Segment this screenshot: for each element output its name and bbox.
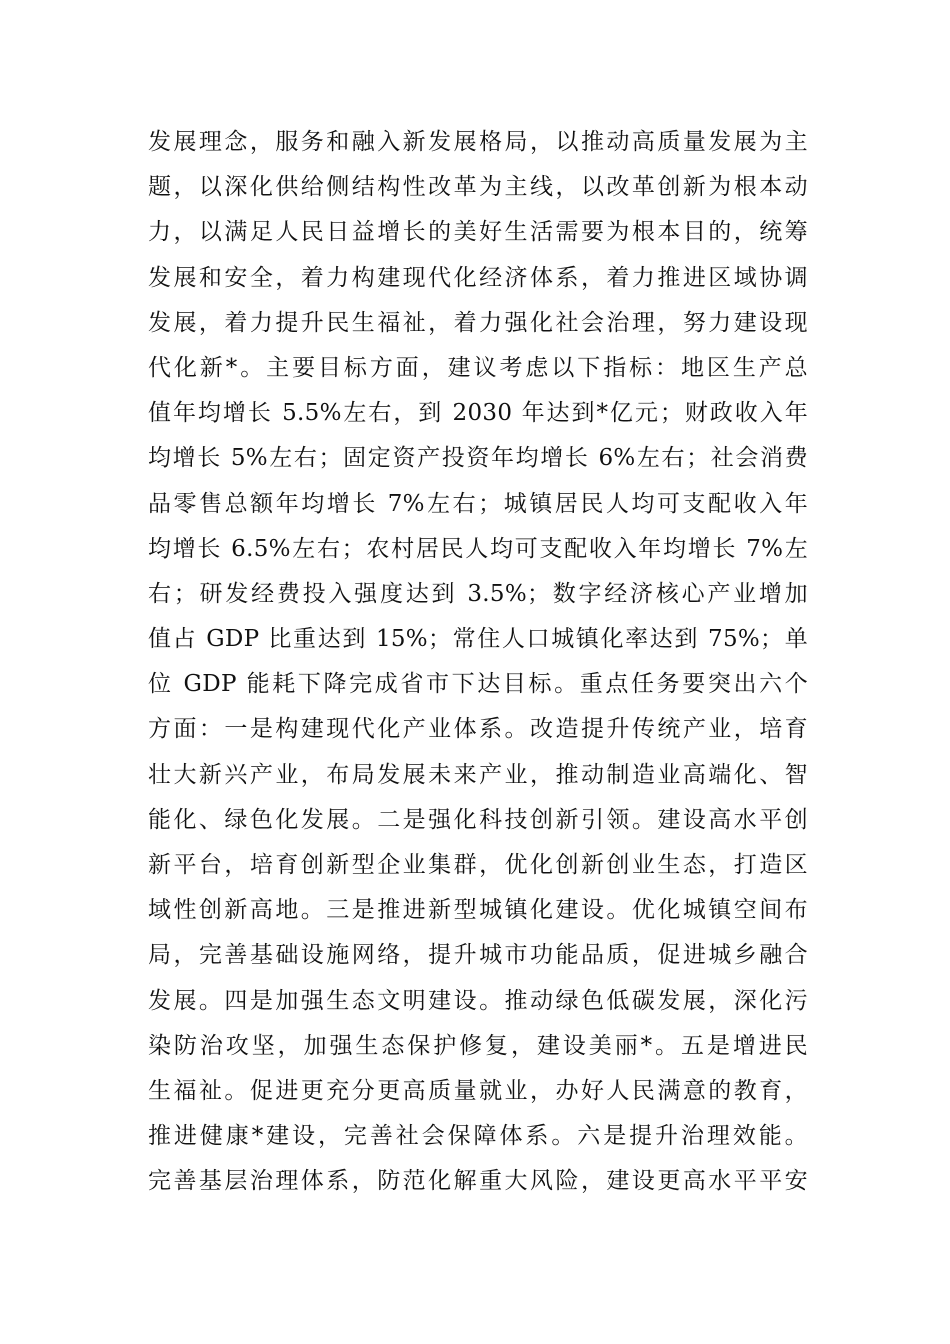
text-line: 代化新*。主要目标方面，建议考虑以下指标：地区生产总: [148, 354, 808, 381]
text-line: 位 GDP 能耗下降完成省市下达目标。重点任务要突出六个: [148, 671, 808, 698]
text-line: 发展，着力提升民生福祉，着力强化社会治理，努力建设现: [148, 309, 808, 336]
text-line: 发展理念，服务和融入新发展格局，以推动高质量发展为主: [148, 129, 808, 155]
text-line: 域性创新高地。三是推进新型城镇化建设。优化城镇空间布: [148, 897, 808, 924]
text-line: 均增长 5%左右；固定资产投资年均增长 6%左右；社会消费: [148, 445, 808, 472]
text-line: 新平台，培育创新型企业集群，优化创新创业生态，打造区: [148, 852, 808, 878]
text-line: 右；研发经费投入强度达到 3.5%；数字经济核心产业增加: [148, 580, 808, 607]
text-line: 品零售总额年均增长 7%左右；城镇居民人均可支配收入年: [148, 490, 808, 517]
text-line: 壮大新兴产业，布局发展未来产业，推动制造业高端化、智: [148, 761, 808, 788]
body-paragraph: [148, 120, 808, 1205]
text-line: 值年均增长 5.5%左右，到 2030 年达到*亿元；财政收入年: [148, 400, 808, 427]
text-line: 力，以满足人民日益增长的美好生活需要为根本目的，统筹: [148, 219, 808, 246]
text-line: 方面：一是构建现代化产业体系。改造提升传统产业，培育: [148, 716, 808, 743]
text-line: 发展和安全，着力构建现代化经济体系，着力推进区域协调: [148, 264, 808, 291]
text-line: 生福祉。促进更充分更高质量就业，办好人民满意的教育，: [148, 1077, 808, 1104]
text-line: 推进健康*建设，完善社会保障体系。六是提升治理效能。: [148, 1123, 808, 1150]
text-line: 值占 GDP 比重达到 15%；常住人口城镇化率达到 75%；单: [148, 626, 808, 653]
text-line: 染防治攻坚，加强生态保护修复，建设美丽*。五是增进民: [148, 1032, 808, 1059]
text-line: 局，完善基础设施网络，提升城市功能品质，促进城乡融合: [148, 942, 808, 969]
text-line: 能化、绿色化发展。二是强化科技创新引领。建设高水平创: [148, 806, 808, 833]
text-line: 题，以深化供给侧结构性改革为主线，以改革创新为根本动: [148, 174, 808, 201]
text-line: 发展。四是加强生态文明建设。推动绿色低碳发展，深化污: [148, 987, 808, 1014]
text-line: 完善基层治理体系，防范化解重大风险，建设更高水平平安: [148, 1168, 808, 1195]
text-line: 均增长 6.5%左右；农村居民人均可支配收入年均增长 7%左: [148, 535, 808, 562]
